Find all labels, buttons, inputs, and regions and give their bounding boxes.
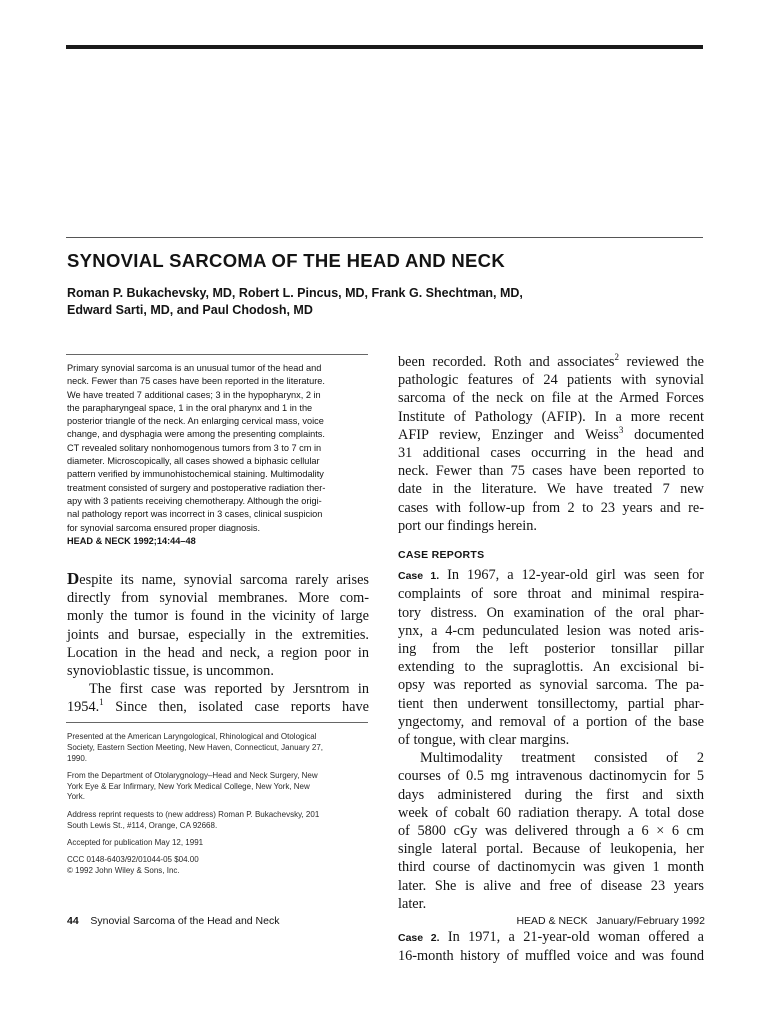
body-line [398,566,704,585]
body-text: In 1971, a 21-year-old woman offered a [439,929,705,946]
body-line: 31 additional cases occurring in the head and [398,445,704,462]
footnote-line: Address reprint requests to (new address) Roman P. Bukachevsky, 201 [67,809,320,819]
body-text: AFIP review, Enzinger and Weiss [398,426,619,443]
abstract [67,362,371,548]
body-line: of tongue, with clear margins. [398,732,570,749]
body-line: tient then underwent tonsillectomy, partial phar- [398,695,704,712]
body-line: monly the tumor is found in the vicinity of large [67,608,369,625]
abstract-line: the parapharyngeal space, 1 in the oral pharynx and 1 in the [67,402,313,413]
body-line: opsy was reported as synovial sarcoma. The pa- [398,677,704,694]
top-rule [66,45,703,49]
body-text: reviewed the [618,354,704,370]
body-line: of 5800 cGy was delivered through a 6 × 6 cm [398,823,704,840]
body-line: later. [398,895,427,912]
footnote-line: South Lewis St., #114, Orange, CA 92668. [67,820,218,830]
author-line: Roman P. Bukachevsky, MD, Robert L. Pincus, MD, Frank G. Shechtman, MD, [67,286,523,300]
footnote-presented [67,732,371,764]
abstract-line: treatment consisted of surgery and postoperative radiation ther- [67,482,326,493]
abstract-line: CT revealed solitary nonhomogenous tumors from 3 to 7 cm in [67,442,322,453]
body-line: ynx, a 4-cm pedunculated lesion was noted aris- [398,622,704,639]
abstract-line: apy with 3 patients receiving chemotherapy. Although the origi- [67,495,322,506]
body-line: courses of 0.5 mg intravenous dactinomycin for 5 [398,768,704,785]
footnote-line: From the Department of Otolarygnology–Head and Neck Surgery, New [67,770,318,780]
footnotes [67,732,371,883]
abstract-rule [66,354,368,355]
body-line: yngectomy, and removal of a portion of the base [398,713,704,730]
footnote-affiliation [67,771,371,803]
body-text: been recorded. Roth and associates [398,354,615,370]
footnote-accepted [67,838,371,849]
footer-right [516,915,705,927]
footnote-line: York. [67,792,85,802]
drop-cap: D [67,569,80,588]
author-line: Edward Sarti, MD, and Paul Chodosh, MD [67,303,313,317]
abstract-line: diameter. Microscopically, all cases showed a biphasic cellular [67,456,320,467]
footnote-line: Presented at the American Laryngological, Rhinological and Otological [67,732,317,741]
footer-left [67,915,279,927]
footnote-reprint [67,810,371,832]
body-line: complaints of sore throat and minimal respira- [398,586,704,603]
abstract-line: neck. Fewer than 75 cases have been reported in the literature. [67,376,325,387]
footnote-line: York Eye & Ear Infirmary, New York Medical College, New York, New [67,781,310,791]
body-line: Location in the head and neck, a region poor in [67,644,369,661]
body-text: In 1967, a 12-year-old girl was seen for [439,567,704,584]
abstract-line: pattern verified by immunohistochemical staining. Multimodality [67,469,324,480]
title-rule [66,237,703,238]
section-heading-case-reports: CASE REPORTS [398,549,485,562]
abstract-line: nal pathology report was incorrect in 3 cases, clinical suspicion [67,509,323,520]
body-line: later. She is alive and free of disease 23 years [398,877,704,894]
abstract-line: change, and dysphagia were among the presenting complaints. [67,429,325,440]
footnote-rule [66,722,368,723]
body-line: The first case was reported by Jersntrom in [89,681,369,698]
body-line: Multimodality treatment consisted of 2 [420,750,704,767]
body-line: synovioblastic tissue, is uncommon. [67,663,274,680]
footnote-copyright [67,855,371,877]
body-line: joints and bursae, especially in the extremities. [67,626,369,643]
body-line: ing from the left posterior tonsillar pillar [398,641,704,658]
body-line: 16-month history of muffled voice and was found [398,948,704,965]
journal-citation: HEAD & NECK 1992;14:44–48 [67,535,196,546]
body-line: pathologic features of 24 patients with synovial [398,372,704,389]
body-line [67,570,369,589]
body-line: directly from synovial membranes. More com- [67,590,369,607]
running-title: Synovial Sarcoma of the Head and Neck [90,915,280,927]
body-line: Institute of Pathology (AFIP). In a more recent [398,408,704,425]
body-line: extending to the supraglottis. An excisional bi- [398,659,704,676]
body-line: cases with follow-up from 2 to 23 years and re- [398,499,704,516]
article-title: SYNOVIAL SARCOMA OF THE HEAD AND NECK [67,250,505,271]
body-line [67,698,369,716]
abstract-line: Primary synovial sarcoma is an unusual tumor of the head and [67,363,322,373]
reference-marker: 3 [618,425,624,436]
body-text: Since then, isolated case reports have [103,699,369,716]
footnote-line: Society, Eastern Section Meeting, New Haven, Connecticut, January 27, [67,742,323,752]
abstract-line: for synovial sarcoma ensured proper diagnosis. [67,522,261,533]
body-line [398,426,704,444]
footnote-line: CCC 0148-6403/92/01044-05 $04.00 [67,855,199,865]
body-line: neck. Fewer than 75 cases have been reported to [398,463,704,480]
body-text: documented [623,426,704,443]
journal-name: HEAD & NECK [516,915,588,927]
body-line: week of cobalt 60 radiation therapy. A total dose [398,804,704,821]
footnote-line: Accepted for publication May 12, 1991 [67,837,204,847]
body-line: tory distress. On examination of the oral phar- [398,604,704,621]
body-line: port our findings herein. [398,517,537,534]
body-line: single lateral portal. Because of leukopenia, her [398,841,704,858]
body-text: espite its name, synovial sarcoma rarely arises [79,572,369,588]
body-line: third course of dactinomycin was given 1 month [398,859,704,876]
body-line: date in the literature. We have treated 7 new [398,481,704,498]
reference-marker: 2 [614,352,619,363]
abstract-line: We have treated 7 additional cases; 3 in the hypopharynx, 2 in [67,389,321,400]
footnote-line: © 1992 John Wiley & Sons, Inc. [67,865,180,875]
body-line: sarcoma of the neck on file at the Armed Forces [398,390,704,407]
footnote-line: 1990. [67,753,88,763]
body-text: 1954. [67,699,100,716]
reference-marker: 1 [99,697,104,708]
right-column-body [398,353,704,966]
case-label: Case 2. [398,932,440,945]
body-line: days administered during the first and sixth [398,786,704,803]
body-line [398,353,704,371]
journal-issue: January/February 1992 [596,915,705,927]
author-list [67,285,687,319]
page-footer [67,915,705,931]
page-number: 44 [67,915,79,927]
abstract-line: posterior triangle of the neck. An enlarging cervical mass, voice [67,416,324,427]
introduction-body [67,570,369,717]
case-label: Case 1. [398,570,440,583]
